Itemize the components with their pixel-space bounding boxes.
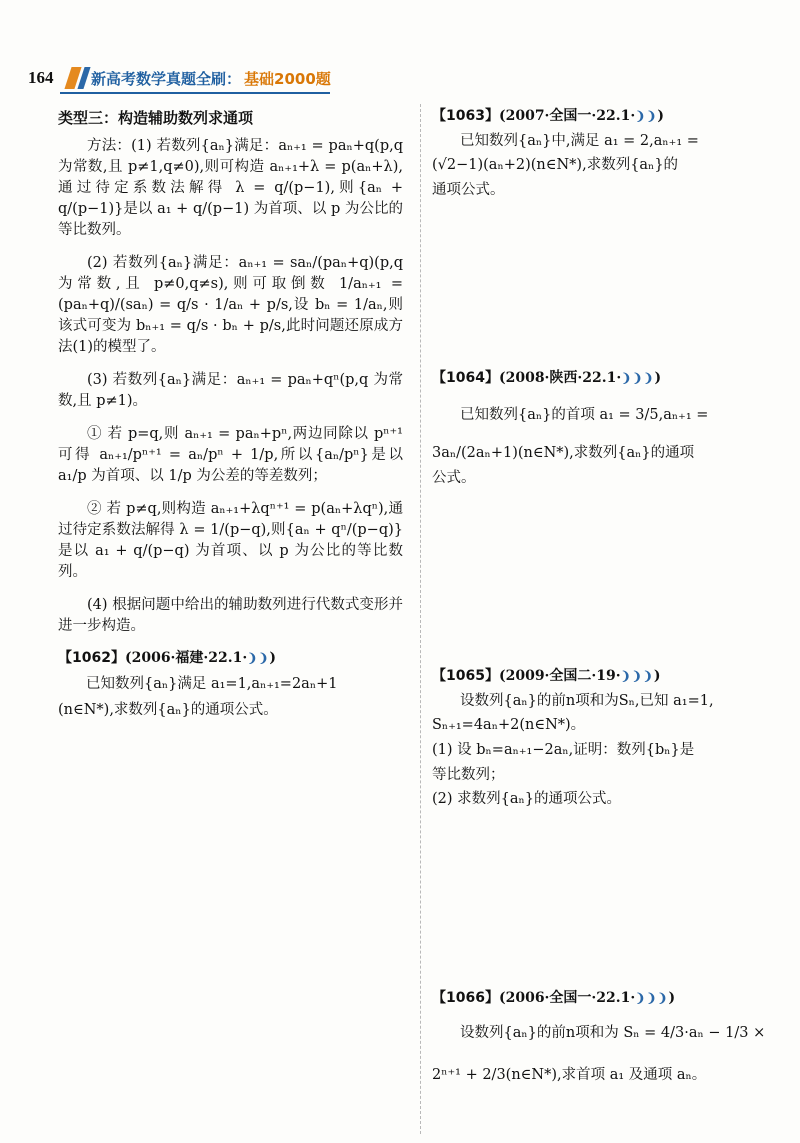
problem-line: 已知数列{aₙ}满足 a₁=1,aₙ₊₁=2aₙ+1: [86, 676, 338, 693]
problem-source-close: ): [657, 108, 665, 124]
problem-1062-header: [58, 645, 403, 671]
problem-line: 已知数列{aₙ}的首项 a₁ = 3/5,aₙ₊₁ =: [460, 406, 709, 423]
problem-1065: [432, 664, 792, 812]
problem-1064: [432, 366, 792, 491]
header-rule: [60, 92, 330, 94]
problem-source-close: ): [653, 668, 661, 684]
left-column: [58, 108, 403, 723]
problem-line: (1) 设 bₙ=aₙ₊₁−2aₙ,证明：数列{bₙ}是: [432, 742, 695, 759]
method-paragraph-3: (3) 若数列{aₙ}满足：aₙ₊₁ = paₙ+qⁿ(p,q 为常数,且 p≠1)。: [58, 371, 403, 409]
problem-id: 【1064】: [432, 370, 499, 386]
problem-line: 2ⁿ⁺¹ + 2/3(n∈N*),求首项 a₁ 及通项 aₙ。: [432, 1067, 707, 1084]
method-paragraph-1: 方法：(1) 若数列{aₙ}满足：aₙ₊₁ = paₙ+q(p,q 为常数,且 p≠1,q≠0),则可构造 aₙ₊₁+λ = p(aₙ+λ),通过待定系数法解得 λ = q/(p−1),则{aₙ + q/(p−1)}是以 a₁ + q/(p−1) 为首项、以 p 为公比的等比数列。: [58, 137, 403, 238]
column-divider: [420, 104, 421, 1134]
problem-line: (n∈N*),求数列{aₙ}的通项公式。: [58, 702, 278, 719]
problem-line: 公式。: [432, 470, 476, 487]
book-title: 新高考数学真题全刷：: [91, 69, 242, 88]
problem-line: 设数列{aₙ}的前n项和为 Sₙ = 4/3·aₙ − 1/3 ×: [460, 1024, 766, 1041]
problem-1065-header: [432, 664, 792, 689]
problem-id: 【1063】: [432, 108, 499, 124]
problem-line: 已知数列{aₙ}中,满足 a₁ = 2,aₙ₊₁ =: [460, 132, 699, 149]
problem-source-close: ): [654, 370, 662, 386]
problem-line: 3aₙ/(2aₙ+1)(n∈N*),求数列{aₙ}的通项: [432, 445, 695, 462]
problem-line: (2) 求数列{aₙ}的通项公式。: [432, 791, 622, 808]
problem-id: 【1065】: [432, 668, 499, 684]
method-paragraph-4: (4) 根据问题中给出的辅助数列进行代数式变形并进一步构造。: [58, 597, 403, 635]
difficulty-icon: ❩❩: [247, 651, 270, 666]
problem-source-close: ): [269, 650, 277, 667]
difficulty-icon: ❩❩❩: [620, 669, 654, 683]
problem-source: (2007·全国一·22.1·: [498, 108, 636, 124]
problem-line: Sₙ₊₁=4aₙ+2(n∈N*)。: [432, 717, 586, 734]
section-title: 类型三：构造辅助数列求通项: [58, 109, 254, 127]
problem-id: 【1066】: [432, 990, 499, 1006]
book-subtitle: 基础2000题: [244, 69, 331, 88]
problem-line: 等比数列；: [432, 766, 505, 783]
method-paragraph-3a: ① 若 p=q,则 aₙ₊₁ = paₙ+pⁿ,两边同除以 pⁿ⁺¹ 可得 aₙ₊₁/pⁿ⁺¹ = aₙ/pⁿ + 1/p,所以{aₙ/pⁿ}是以 a₁/p 为首项、以 1/p 为公差的等差数列；: [58, 425, 403, 484]
difficulty-icon: ❩❩❩: [635, 991, 669, 1005]
problem-1066-header: [432, 986, 792, 1011]
problem-id: 【1062】: [58, 650, 125, 667]
problem-source: (2008·陕西·22.1·: [498, 370, 622, 386]
problem-1063-header: [432, 104, 792, 129]
page-number: 164: [28, 68, 54, 87]
problem-line: 设数列{aₙ}的前n项和为Sₙ,已知 a₁=1,: [460, 692, 714, 709]
problem-source: (2006·全国一·22.1·: [498, 990, 636, 1006]
problem-line: 通项公式。: [432, 182, 505, 199]
problem-line: (√2−1)(aₙ+2)(n∈N*),求数列{aₙ}的: [432, 157, 679, 174]
problem-1064-header: [432, 366, 792, 391]
problem-source-close: ): [668, 990, 676, 1006]
method-paragraph-3b: ② 若 p≠q,则构造 aₙ₊₁+λqⁿ⁺¹ = p(aₙ+λqⁿ),通过待定系数法解得 λ = 1/(p−q),则{aₙ + qⁿ/(p−q)}是以 a₁ + q/(p−q) 为首项、以 p 为公比的等比数列。: [58, 500, 403, 581]
problem-1063: [432, 104, 792, 203]
problem-source: (2006·福建·22.1·: [124, 650, 248, 667]
difficulty-icon: ❩❩: [635, 109, 658, 123]
problem-source: (2009·全国二·19·: [498, 668, 621, 684]
difficulty-icon: ❩❩❩: [621, 371, 655, 385]
problem-1066: [432, 986, 792, 1088]
problem-1062: [58, 645, 403, 723]
page-header: [28, 64, 331, 92]
method-paragraph-2: (2) 若数列{aₙ}满足：aₙ₊₁ = saₙ/(paₙ+q)(p,q 为常数,且 p≠0,q≠s),则可取倒数 1/aₙ₊₁ = (paₙ+q)/(saₙ) = q/s · 1/aₙ + p/s,设 bₙ = 1/aₙ,则该式可变为 bₙ₊₁ = q/s · bₙ + p/s,此时问题还原成方法(1)的模型了。: [58, 254, 403, 355]
